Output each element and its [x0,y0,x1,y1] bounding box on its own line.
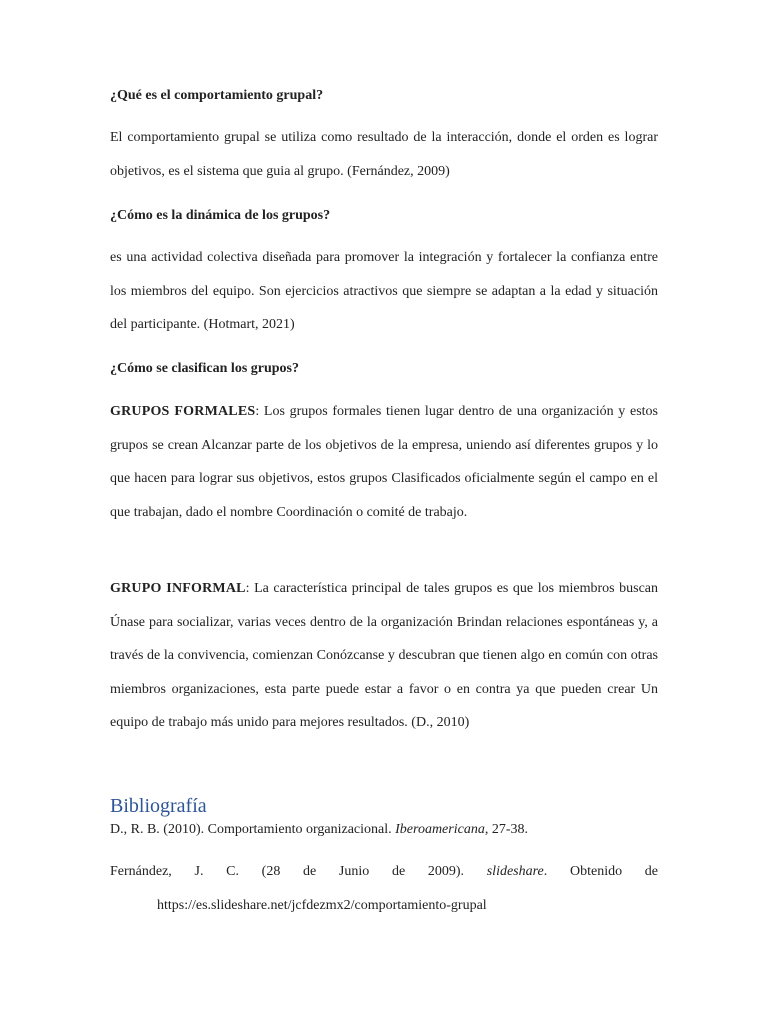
paragraph-grupo-informal [110,572,658,740]
heading-que-es: ¿Qué es el comportamiento grupal? [110,88,324,103]
reference-2-source: slideshare [486,864,544,879]
text-grupo-informal: : La característica principal de tales grupos es que los miembros buscan Únase para socializar, varias veces dentro de la organización Brindan relaciones espontáneas y, a través de la convivencia, comienzan Conózcanse y descubran que tienen algo en común con otras miembros organizaciones, esta parte puede estar a favor o en contra ya que pueden crear Un equipo de trabajo más unido para mejores resultados. (D., 2010) [110,581,658,730]
reference-2-pre: Fernández, J. C. (28 de Junio de 2009). [110,864,487,879]
reference-2-url[interactable]: https://es.slideshare.net/jcfdezmx2/comportamiento-grupal [157,898,487,913]
reference-2 [110,862,658,882]
reference-1 [110,820,658,840]
label-grupo-informal: GRUPO INFORMAL [110,581,246,596]
text-grupos-formales: : Los grupos formales tienen lugar dentro de una organización y estos grupos se crean Alcanzar parte de los objetivos de la empresa, uniendo así diferentes grupos y lo que hacen para lograr sus objetivos, estos grupos Clasificados oficialmente según el campo en el que trabajan, dado el nombre Coordinación o comité de trabajo. [110,404,658,520]
reference-1-journal: Iberoamericana [395,822,485,837]
paragraph-comportamiento-grupal: El comportamiento grupal se utiliza como resultado de la interacción, donde el orden es lograr objetivos, es el sistema que guia al grupo. (Fernández, 2009) [110,130,658,179]
bibliography-title: Bibliografía [110,795,207,817]
label-grupos-formales: GRUPOS FORMALES [110,404,256,419]
reference-1-post: , 27-38. [484,822,528,837]
heading-dinamica: ¿Cómo es la dinámica de los grupos? [110,208,331,223]
reference-1-pre: D., R. B. (2010). Comportamiento organizacional. [110,822,396,837]
heading-clasifican: ¿Cómo se clasifican los grupos? [110,361,299,376]
paragraph-grupos-formales [110,395,658,529]
reference-2-post: . Obtenido de [543,864,658,879]
paragraph-dinamica: es una actividad colectiva diseñada para promover la integración y fortalecer la confianza entre los miembros del equipo. Son ejercicios atractivos que siempre se adaptan a la edad y situación del participante. (Hotmart, 2021) [110,250,658,332]
